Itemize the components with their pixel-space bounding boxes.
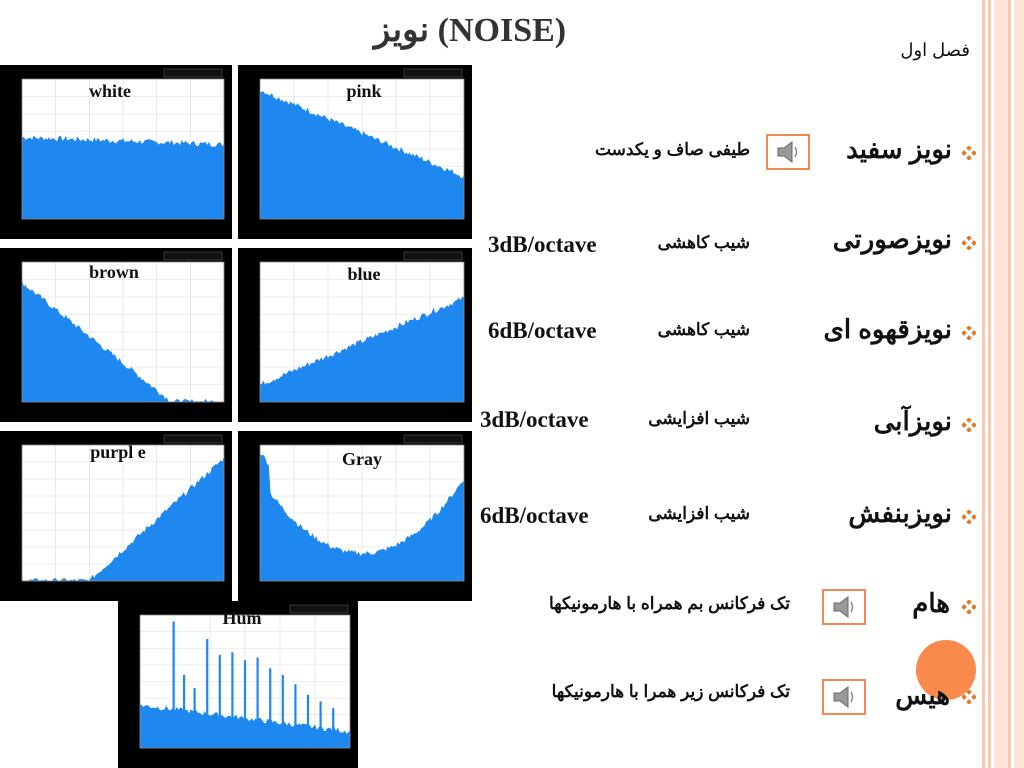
legend-box	[290, 605, 348, 613]
noise-name: نویز سفید	[846, 134, 952, 164]
plot-label-hum: Hum	[222, 608, 262, 628]
plot-label-purple: purpl e	[90, 442, 146, 462]
noise-name: نویزقهوه ای	[823, 314, 952, 344]
chapter-label: فصل اول	[900, 40, 970, 60]
noise-description: شیب افزایشی	[648, 409, 750, 428]
diamond-bullet-icon	[962, 600, 976, 614]
legend-box	[404, 435, 462, 443]
diamond-bullet-icon	[962, 146, 976, 160]
diamond-bullet-icon	[962, 418, 976, 432]
slope-value: 6dB/octave	[480, 503, 589, 528]
legend-box	[164, 435, 222, 443]
noise-name: نویزصورتی	[832, 224, 952, 254]
spectrum-area	[22, 136, 224, 219]
legend-box	[404, 69, 462, 77]
speaker-icon[interactable]	[822, 679, 866, 715]
diamond-bullet-icon	[962, 690, 976, 704]
legend-box	[164, 252, 222, 260]
noise-name: نویزبنفش	[848, 498, 952, 528]
slope-value: 6dB/octave	[488, 318, 597, 343]
plot-label-pink: pink	[346, 81, 382, 101]
noise-description: تک فرکانس بم همراه با هارمونیکها	[548, 594, 790, 613]
speaker-icon[interactable]	[822, 589, 866, 625]
plot-label-blue: blue	[347, 264, 381, 284]
diamond-bullet-icon	[962, 326, 976, 340]
diamond-bullet-icon	[962, 510, 976, 524]
noise-description: تک فرکانس زیر همرا با هارمونیکها	[551, 682, 790, 701]
plot-label-brown: brown	[89, 262, 139, 282]
noise-name: نویزآبی	[873, 406, 952, 436]
plot-label-gray: Gray	[342, 449, 382, 469]
diamond-bullet-icon	[962, 236, 976, 250]
speaker-icon[interactable]	[766, 134, 810, 170]
noise-name: هیس	[895, 680, 950, 710]
noise-description: طیفی صاف و یکدست	[594, 140, 750, 159]
slope-value: 3dB/octave	[488, 232, 597, 257]
slide-title: نویز (NOISE)	[373, 12, 567, 49]
legend-box	[404, 252, 462, 260]
plot-label-white: white	[89, 81, 131, 101]
legend-box	[164, 69, 222, 77]
noise-description: شیب افزایشی	[648, 504, 750, 523]
slope-value: 3dB/octave	[480, 407, 589, 432]
noise-description: شیب کاهشی	[657, 233, 750, 252]
noise-name: هام	[912, 588, 950, 618]
noise-description: شیب کاهشی	[657, 320, 750, 339]
